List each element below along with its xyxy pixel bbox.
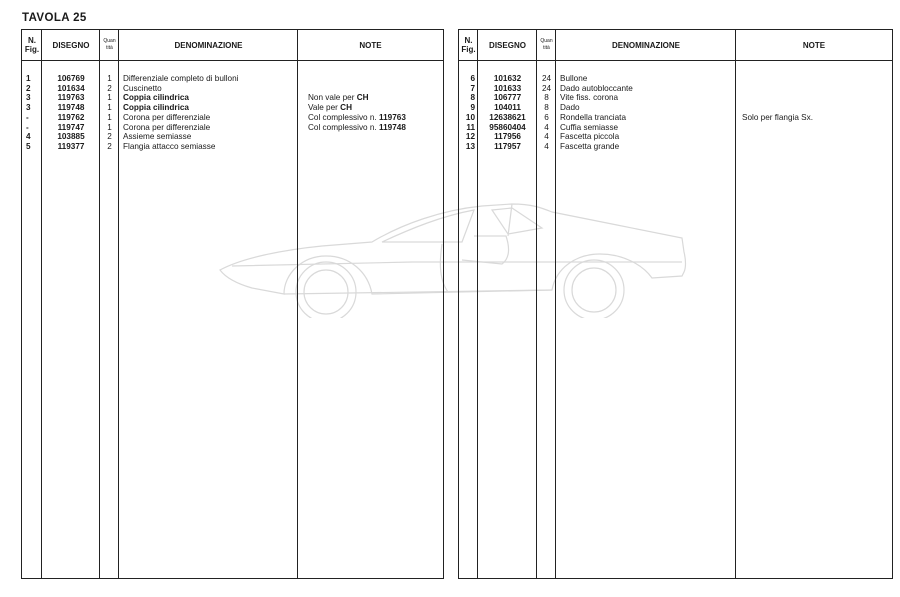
header-disegno: DISEGNO (52, 40, 90, 50)
note-text: Non vale per (308, 93, 357, 103)
part-number: 117956 (494, 132, 521, 142)
quantity: 2 (107, 132, 112, 142)
quantity: 24 (541, 74, 552, 83)
fig-number: 7 (470, 83, 475, 93)
header-fig (459, 30, 478, 60)
part-name: Bullone (560, 74, 588, 83)
quantity: 1 (107, 93, 112, 103)
fig-number: 3 (26, 103, 31, 113)
table-row (22, 142, 443, 152)
part-note (308, 113, 406, 123)
part-name: Corona per differenziale (123, 112, 211, 122)
fig-number: - (26, 112, 29, 122)
header-disegno: DISEGNO (489, 40, 526, 50)
part-number: 117957 (494, 141, 521, 151)
part-number: 104011 (494, 103, 521, 113)
part-number: 101634 (57, 83, 85, 93)
part-name: Vite fiss. corona (560, 93, 619, 103)
table-header-left (22, 30, 443, 61)
note-text: Col complessivo n. (308, 122, 379, 132)
page-title: TAVOLA 25 (22, 12, 87, 24)
table-row (459, 84, 892, 94)
table-row (459, 103, 892, 113)
header-fig-line1: N. (28, 36, 36, 45)
table-row (22, 84, 443, 94)
part-note (308, 93, 369, 103)
note-text: Vale per (308, 103, 341, 113)
table-row (459, 93, 892, 103)
quantity: 4 (544, 122, 549, 132)
quantity: 1 (107, 122, 112, 132)
note-emphasis: 119763 (379, 112, 406, 122)
part-number: 119377 (57, 141, 85, 151)
quantity: 8 (544, 103, 549, 113)
part-note (308, 123, 406, 133)
table-row (22, 93, 443, 103)
header-qty-line1: Quan (103, 38, 116, 44)
fig-number: 4 (26, 132, 31, 142)
fig-number: - (26, 122, 29, 132)
table-row (22, 103, 443, 113)
part-name: Coppia cilindrica (123, 93, 189, 103)
part-name: Cuffia semiasse (560, 122, 619, 132)
part-number: 103885 (57, 132, 85, 142)
header-quantita (100, 30, 119, 60)
part-number: 119763 (57, 93, 85, 103)
part-name: Cuscinetto (123, 83, 162, 93)
part-name: Rondella tranciata (560, 112, 626, 122)
header-qty-line2: tità (106, 45, 113, 51)
header-fig-line1: N. (464, 36, 473, 45)
part-name: Fascetta grande (560, 141, 620, 151)
part-name: Coppia cilindrica (123, 103, 189, 113)
part-name: Fascetta piccola (560, 132, 620, 142)
part-number: 101632 (493, 74, 522, 83)
part-number: 106777 (493, 93, 522, 103)
quantity: 4 (544, 141, 549, 151)
part-name: Differenziale completo di bulloni (123, 74, 239, 83)
table-row (459, 142, 892, 152)
part-name: Dado (560, 103, 580, 113)
fig-number: 5 (26, 141, 31, 151)
part-number: 106769 (57, 74, 85, 83)
part-name: Flangia attacco semiasse (123, 141, 216, 151)
quantity: 6 (544, 112, 549, 122)
header-fig-line2: Fig. (461, 45, 476, 54)
quantity: 24 (541, 83, 552, 93)
quantity: 1 (107, 112, 112, 122)
fig-number: 12 (465, 132, 475, 142)
quantity: 1 (107, 74, 112, 83)
part-number: 119747 (57, 122, 85, 132)
quantity: 1 (107, 103, 112, 113)
part-name: Assieme semiasse (123, 132, 192, 142)
fig-number: 11 (466, 122, 475, 132)
header-note: NOTE (359, 40, 382, 50)
header-qty-line1: Quan (540, 38, 553, 44)
quantity: 8 (544, 93, 549, 103)
header-fig (22, 30, 42, 60)
table-header-right (459, 30, 892, 61)
parts-table-left (21, 29, 444, 579)
table-row (22, 74, 443, 84)
header-quantita (537, 30, 556, 60)
table-row (22, 132, 443, 142)
quantity: 2 (107, 141, 112, 151)
parts-table-right (458, 29, 893, 579)
part-number: 95860404 (489, 122, 526, 132)
header-denominazione: DENOMINAZIONE (612, 40, 680, 50)
fig-number: 3 (26, 93, 31, 103)
table-row (459, 74, 892, 84)
note-emphasis: CH (340, 103, 352, 113)
note-emphasis: CH (356, 93, 369, 103)
part-number: 101633 (493, 83, 522, 93)
quantity: 2 (107, 83, 112, 93)
table-row (459, 132, 892, 142)
header-fig-line2: Fig. (24, 45, 40, 54)
part-number: 119762 (57, 112, 85, 122)
quantity: 4 (544, 132, 549, 142)
fig-number: 8 (470, 93, 475, 103)
fig-number: 2 (26, 83, 31, 93)
fig-number: 1 (26, 74, 31, 83)
part-note (308, 103, 352, 113)
fig-number: 13 (465, 141, 475, 151)
note-text: Solo per flangia Sx. (742, 112, 814, 122)
fig-number: 10 (465, 112, 475, 122)
fig-number: 9 (470, 103, 475, 113)
header-denominazione: DENOMINAZIONE (174, 40, 243, 50)
part-number: 12638621 (489, 112, 526, 122)
note-emphasis: 119748 (379, 122, 406, 132)
fig-number: 6 (470, 74, 475, 83)
table-row (459, 123, 892, 133)
header-qty-line2: tità (543, 45, 550, 51)
part-name: Corona per differenziale (123, 122, 211, 132)
table-row (22, 113, 443, 123)
header-note: NOTE (802, 40, 826, 50)
note-text: Col complessivo n. (308, 112, 379, 122)
table-row (459, 113, 892, 123)
part-name: Dado autobloccante (560, 83, 633, 93)
part-note (742, 113, 813, 123)
part-number: 119748 (57, 103, 85, 113)
table-row (22, 123, 443, 133)
